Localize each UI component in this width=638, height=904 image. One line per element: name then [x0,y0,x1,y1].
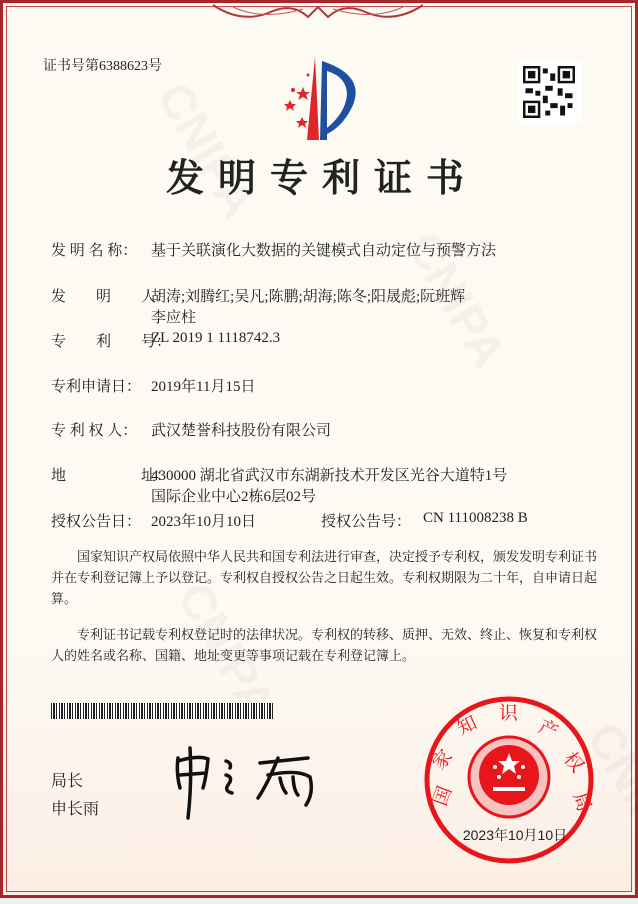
patentee-label: 专 利 权 人： [51,423,138,439]
seal-date: 2023年10月10日 [462,827,568,843]
invention-name-label: 发 明 名 称： [51,243,138,259]
svg-text:局: 局 [568,789,595,815]
director-name: 申长雨 [51,799,100,818]
grant-date-value: 2023年10月10日 [151,514,257,530]
director-signature [168,743,338,823]
inventors-value-line2: 李应柱 [151,310,197,326]
grant-date-label: 授权公告日： [51,514,142,530]
top-ornament [213,3,423,25]
patent-number-value: ZL 2019 1 1118742.3 [151,330,281,346]
application-date-value: 2019年11月15日 [151,379,256,395]
patentee-value: 武汉楚誉科技股份有限公司 [151,423,332,439]
barcode [51,703,273,719]
application-date-label: 专利申请日： [51,379,142,395]
address-value-line2: 国际企业中心2栋6层02号 [151,489,317,505]
grant-number-label: 授权公告号： [321,514,412,530]
svg-text:产: 产 [534,715,562,744]
invention-name-value: 基于关联演化大数据的关键模式自动定位与预警方法 [151,243,497,259]
certificate-number: 证书号第6388623号 [43,59,162,74]
svg-text:国: 国 [429,783,457,809]
grant-number-value: CN 111008238 B [423,510,528,526]
svg-text:权: 权 [559,748,589,777]
inventors-value: 胡涛;刘腾红;吴凡;陈鹏;胡海;陈冬;阳晟彪;阮班辉 [151,289,466,305]
svg-text:家: 家 [427,745,458,775]
address-value: 430000 湖北省武汉市东湖新技术开发区光谷大道特1号 [151,468,508,484]
svg-text:识: 识 [499,702,519,724]
address-label: 地 址： [51,468,172,484]
grant-statement: 国家知识产权局依照中华人民共和国专利法进行审查，决定授予专利权，颁发发明专利证书并在专利登记簿上予以登记。专利权自授权公告之日起生效。专利权期限为二十年，自申请日起算。 [51,549,598,606]
certificate-title: 发明专利证书 [165,156,478,200]
legal-status-statement: 专利证书记载专利权登记时的法律状况。专利权的转移、质押、无效、终止、恢复和专利权人的姓名或名称、国籍、地址变更等事项记载在专利登记簿上。 [51,627,598,663]
director-title: 局长 [51,771,84,790]
qr-code[interactable] [517,61,581,123]
inventors-label: 发 明 人： [51,289,172,305]
svg-text:知: 知 [453,711,481,740]
cnipa-logo [265,55,365,140]
patent-number-label: 专 利 号： [51,334,172,350]
